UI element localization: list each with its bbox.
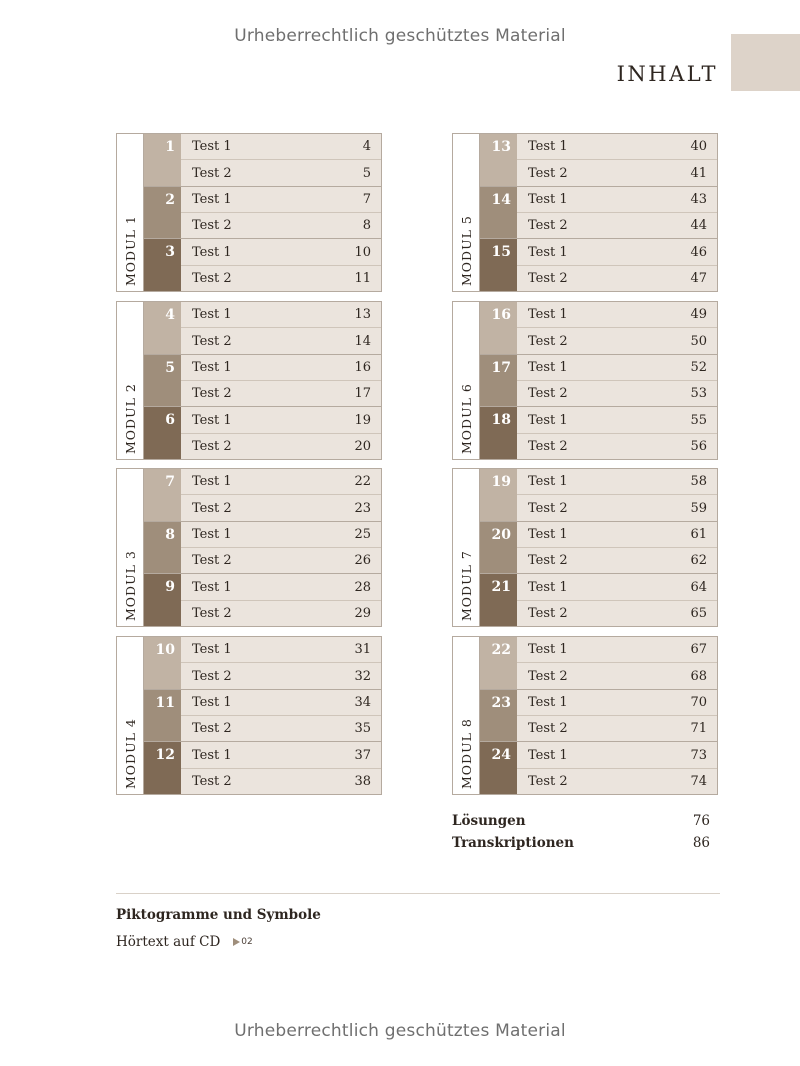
module-label-column [453,134,480,291]
test-entry[interactable] [181,213,381,238]
test-name: Test 2 [528,165,568,181]
unit-number: 12 [144,742,181,794]
unit-number: 2 [144,187,181,239]
unit-number: 4 [144,302,181,354]
test-entry[interactable] [181,434,381,459]
module-label: MODUL 7 [459,550,474,621]
test-entry[interactable] [517,328,717,353]
test-name: Test 2 [192,773,232,789]
test-page: 23 [354,500,371,516]
unit-row [480,355,717,408]
test-name: Test 2 [192,270,232,286]
test-page: 56 [690,438,707,454]
test-name: Test 2 [528,605,568,621]
test-entry[interactable] [517,574,717,600]
test-name: Test 1 [192,412,232,428]
test-entry[interactable] [517,355,717,381]
test-entry[interactable] [181,266,381,291]
unit-row [480,690,717,743]
test-name: Test 2 [528,438,568,454]
test-name: Test 1 [528,526,568,542]
toc-extra-loesungen[interactable] [452,813,710,829]
test-page: 32 [354,668,371,684]
module-label-column [453,469,480,626]
test-entry[interactable] [517,522,717,548]
unit-row [144,469,381,522]
test-name: Test 1 [528,694,568,710]
test-name: Test 2 [528,721,568,737]
test-entry[interactable] [181,239,381,265]
test-name: Test 2 [192,165,232,181]
extra-label: Transkriptionen [452,835,574,851]
test-page: 5 [362,165,371,181]
test-page: 55 [690,412,707,428]
watermark-bottom: Urheberrechtlich geschütztes Material [234,1021,566,1041]
test-page: 43 [690,191,707,207]
test-name: Test 1 [192,642,232,658]
test-page: 44 [690,218,707,234]
test-page: 14 [354,333,371,349]
module-label-column [117,469,144,626]
unit-number: 5 [144,355,181,407]
test-entry[interactable] [181,160,381,185]
test-page: 37 [354,747,371,763]
test-name: Test 2 [192,438,232,454]
test-page: 40 [690,139,707,155]
test-entry[interactable] [517,601,717,626]
legend-item-label: Hörtext auf CD [116,934,221,950]
module-label: MODUL 5 [459,215,474,286]
unit-number: 10 [144,637,181,689]
unit-number: 8 [144,522,181,574]
unit-row [144,637,381,690]
module-label: MODUL 8 [459,718,474,789]
module-label-column [117,134,144,291]
test-entry[interactable] [181,522,381,548]
test-entry[interactable] [517,302,717,328]
module-table [116,636,382,795]
test-entry[interactable] [181,637,381,663]
test-page: 25 [354,526,371,542]
module-label: MODUL 6 [459,383,474,454]
test-entry[interactable] [181,134,381,160]
test-entry[interactable] [517,213,717,238]
test-entry[interactable] [517,548,717,573]
test-entry[interactable] [181,407,381,433]
test-name: Test 1 [192,579,232,595]
test-page: 26 [354,553,371,569]
unit-row [144,407,381,459]
test-name: Test 2 [528,773,568,789]
test-entry[interactable] [181,716,381,741]
test-name: Test 2 [528,386,568,402]
module-label: MODUL 1 [123,215,138,286]
test-page: 11 [354,270,371,286]
test-name: Test 2 [192,218,232,234]
test-name: Test 2 [528,270,568,286]
test-page: 58 [690,474,707,490]
test-name: Test 1 [528,412,568,428]
test-entry[interactable] [517,239,717,265]
unit-row [480,407,717,459]
unit-number: 20 [480,522,517,574]
test-page: 8 [362,218,371,234]
unit-number: 3 [144,239,181,291]
unit-number: 24 [480,742,517,794]
test-page: 59 [690,500,707,516]
test-entry[interactable] [517,160,717,185]
test-entry[interactable] [517,769,717,794]
unit-row [144,187,381,240]
unit-row [480,134,717,187]
divider [116,893,720,894]
test-name: Test 2 [528,668,568,684]
test-page: 50 [690,333,707,349]
test-entry[interactable] [181,690,381,716]
test-page: 71 [690,721,707,737]
test-name: Test 1 [528,307,568,323]
module-label: MODUL 2 [123,383,138,454]
module-label-column [453,637,480,794]
module-table [452,636,718,795]
unit-number: 16 [480,302,517,354]
module-label-column [117,637,144,794]
test-name: Test 1 [192,694,232,710]
test-page: 53 [690,386,707,402]
module-table [452,301,718,460]
extra-page: 86 [692,835,710,851]
test-name: Test 2 [192,333,232,349]
test-page: 29 [354,605,371,621]
unit-number: 9 [144,574,181,626]
test-name: Test 2 [192,500,232,516]
test-entry[interactable] [517,742,717,768]
page-title: INHALT [616,62,718,86]
unit-number: 1 [144,134,181,186]
unit-number: 7 [144,469,181,521]
test-entry[interactable] [517,266,717,291]
test-page: 67 [690,642,707,658]
module-label: MODUL 3 [123,550,138,621]
test-entry[interactable] [517,663,717,688]
unit-row [144,742,381,794]
test-entry[interactable] [517,495,717,520]
test-name: Test 1 [528,747,568,763]
unit-row [144,134,381,187]
test-page: 34 [354,694,371,710]
test-name: Test 2 [192,605,232,621]
unit-row [480,187,717,240]
test-name: Test 1 [192,244,232,260]
test-name: Test 2 [528,500,568,516]
test-page: 70 [690,694,707,710]
test-page: 4 [362,139,371,155]
test-name: Test 2 [528,333,568,349]
unit-number: 21 [480,574,517,626]
test-page: 46 [690,244,707,260]
test-entry[interactable] [181,302,381,328]
unit-number: 19 [480,469,517,521]
test-entry[interactable] [181,187,381,213]
test-page: 38 [354,773,371,789]
test-entry[interactable] [181,769,381,794]
unit-row [480,302,717,355]
test-page: 35 [354,721,371,737]
toc-extra-transkriptionen[interactable] [452,835,710,851]
test-name: Test 1 [528,579,568,595]
unit-number: 11 [144,690,181,742]
unit-row [144,302,381,355]
test-page: 68 [690,668,707,684]
test-page: 41 [690,165,707,181]
module-label: MODUL 4 [123,718,138,789]
unit-row [144,574,381,626]
play-triangle-icon [233,937,252,947]
unit-number: 15 [480,239,517,291]
test-entry[interactable] [181,381,381,406]
module-label-column [453,302,480,459]
test-page: 10 [354,244,371,260]
test-page: 49 [690,307,707,323]
test-entry[interactable] [517,716,717,741]
extra-label: Lösungen [452,813,526,829]
unit-row [480,742,717,794]
test-page: 64 [690,579,707,595]
test-name: Test 1 [528,139,568,155]
test-entry[interactable] [517,134,717,160]
test-page: 47 [690,270,707,286]
legend-heading: Piktogramme und Symbole [116,907,321,923]
test-page: 73 [690,747,707,763]
test-entry[interactable] [517,690,717,716]
test-entry[interactable] [181,601,381,626]
test-name: Test 2 [528,218,568,234]
test-page: 52 [690,359,707,375]
test-entry[interactable] [181,742,381,768]
unit-number: 22 [480,637,517,689]
test-name: Test 1 [528,359,568,375]
test-name: Test 1 [528,244,568,260]
module-table [116,301,382,460]
module-table [452,133,718,292]
test-name: Test 1 [528,474,568,490]
module-label-column [117,302,144,459]
legend-item-audio [116,934,253,950]
test-name: Test 1 [528,191,568,207]
test-name: Test 1 [192,474,232,490]
cd-track-code: 02 [241,937,253,947]
corner-tab [731,34,800,91]
test-entry[interactable] [517,187,717,213]
test-name: Test 1 [192,307,232,323]
test-name: Test 2 [528,553,568,569]
unit-number: 6 [144,407,181,459]
test-entry[interactable] [517,637,717,663]
module-table [116,133,382,292]
unit-number: 13 [480,134,517,186]
test-page: 65 [690,605,707,621]
unit-row [480,239,717,291]
test-name: Test 1 [192,139,232,155]
test-name: Test 2 [192,721,232,737]
test-entry[interactable] [517,407,717,433]
unit-number: 23 [480,690,517,742]
unit-row [144,355,381,408]
test-entry[interactable] [517,434,717,459]
unit-number: 17 [480,355,517,407]
test-entry[interactable] [181,548,381,573]
test-page: 17 [354,386,371,402]
test-name: Test 1 [192,359,232,375]
test-entry[interactable] [517,469,717,495]
test-name: Test 2 [192,668,232,684]
unit-number: 14 [480,187,517,239]
unit-row [144,690,381,743]
test-page: 74 [690,773,707,789]
test-page: 22 [354,474,371,490]
unit-row [144,522,381,575]
watermark-top: Urheberrechtlich geschütztes Material [234,26,566,46]
unit-row [480,574,717,626]
test-page: 19 [354,412,371,428]
unit-row [480,637,717,690]
test-entry[interactable] [181,574,381,600]
unit-row [480,522,717,575]
test-name: Test 1 [192,747,232,763]
test-name: Test 1 [192,526,232,542]
extra-page: 76 [692,813,710,829]
test-name: Test 1 [528,642,568,658]
test-page: 16 [354,359,371,375]
test-page: 7 [362,191,371,207]
test-entry[interactable] [181,469,381,495]
unit-number: 18 [480,407,517,459]
test-name: Test 2 [192,386,232,402]
test-entry[interactable] [181,495,381,520]
unit-row [144,239,381,291]
test-page: 28 [354,579,371,595]
test-page: 13 [354,307,371,323]
unit-row [480,469,717,522]
test-page: 31 [354,642,371,658]
test-name: Test 2 [192,553,232,569]
module-table [452,468,718,627]
test-page: 61 [690,526,707,542]
test-page: 20 [354,438,371,454]
test-entry[interactable] [181,355,381,381]
test-entry[interactable] [181,663,381,688]
test-entry[interactable] [181,328,381,353]
test-page: 62 [690,553,707,569]
test-name: Test 1 [192,191,232,207]
module-table [116,468,382,627]
test-entry[interactable] [517,381,717,406]
